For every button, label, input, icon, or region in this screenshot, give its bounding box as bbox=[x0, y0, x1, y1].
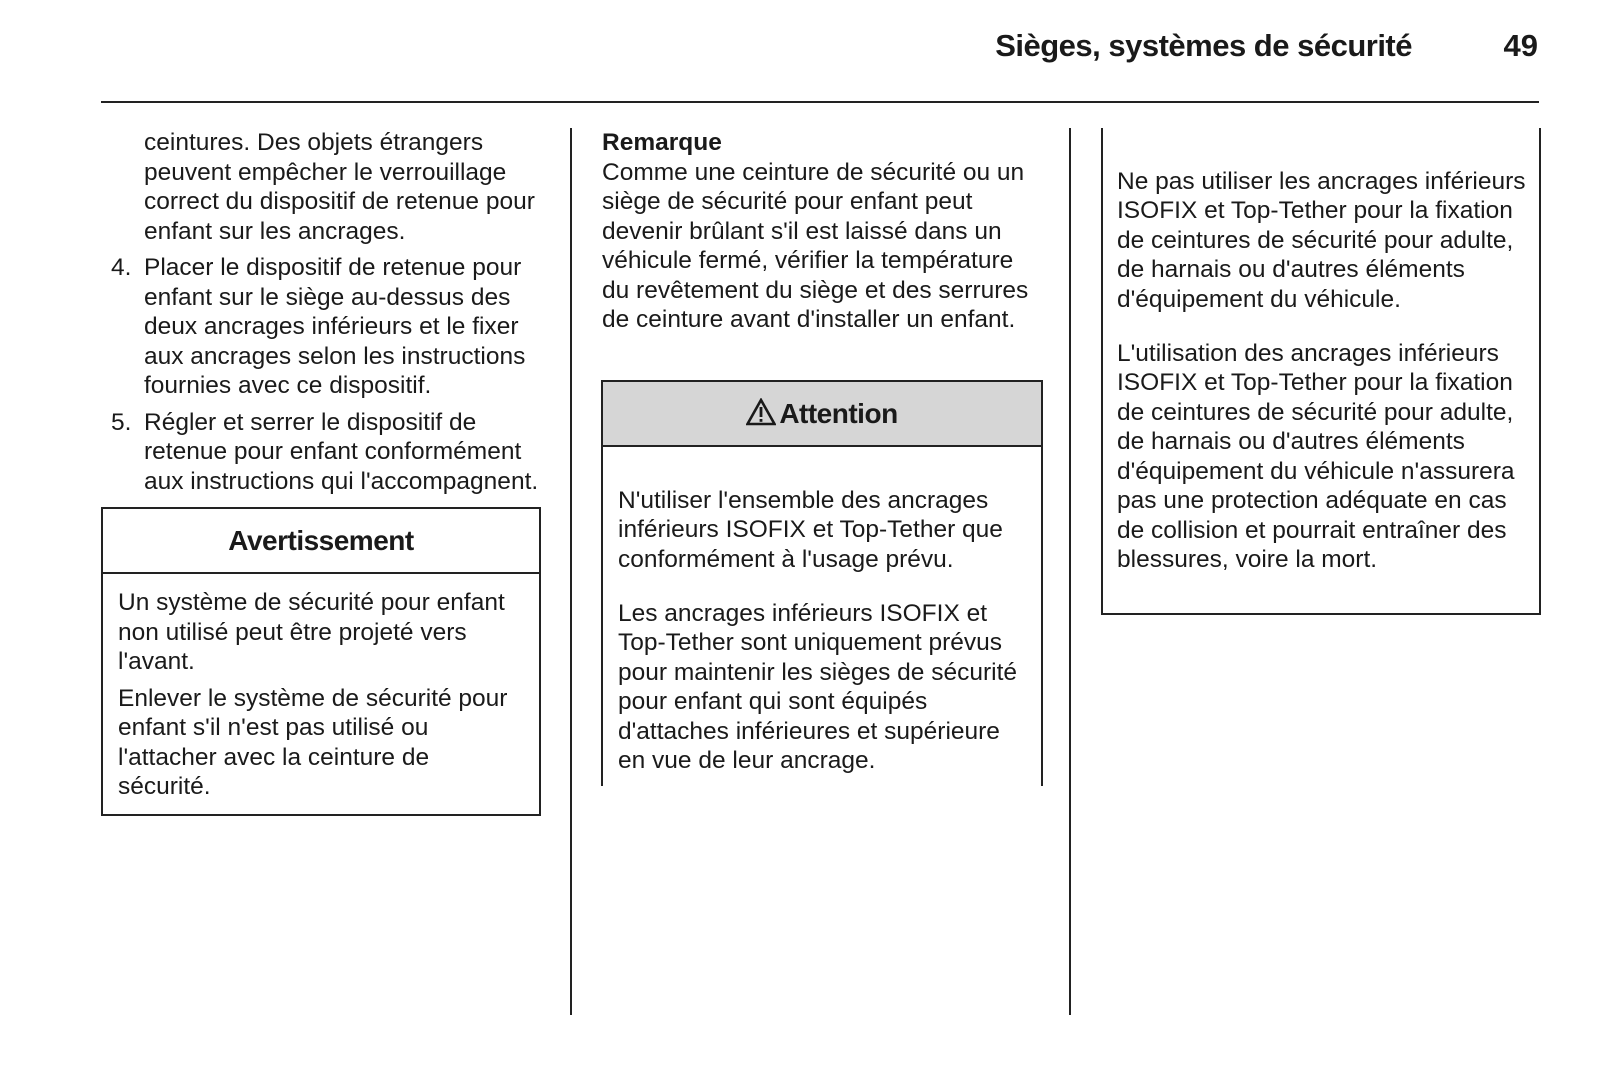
attention-paragraph: N'utiliser l'ensemble des ancrages inférieurs ISOFIX et Top-Tether que conformément à l'usage prévu. bbox=[618, 486, 1003, 573]
warning-box bbox=[101, 507, 541, 816]
step-number: 4. bbox=[111, 254, 132, 281]
header-divider bbox=[101, 101, 1539, 103]
attention-box-title: Attention bbox=[779, 397, 898, 429]
warning-paragraph: Enlever le système de sécurité pour enfant s'il n'est pas utilisé ou l'attacher avec la ceinture de sécurité. bbox=[118, 684, 508, 800]
attention-box-continued-body bbox=[1103, 128, 1539, 575]
column-divider-right bbox=[1069, 128, 1071, 1015]
remark-title: Remarque bbox=[602, 129, 722, 156]
column-2 bbox=[602, 128, 1042, 335]
attention-box-body bbox=[603, 447, 1041, 776]
column-divider-left bbox=[570, 128, 572, 1015]
warning-paragraph: Un système de sécurité pour enfant non utilisé peut être projeté vers l'avant. bbox=[118, 589, 505, 675]
page-header-title: Sièges, systèmes de sécurité bbox=[995, 28, 1412, 63]
attention-box bbox=[601, 380, 1043, 786]
step-number: 5. bbox=[111, 408, 132, 436]
page-number: 49 bbox=[1503, 28, 1538, 63]
step-5 bbox=[101, 408, 541, 497]
step-text: Placer le dispositif de retenue pour enfant sur le siège au-dessus des deux ancrages inférieurs et le fixer aux ancrages selon les instructions fournies avec ce dispositif. bbox=[144, 254, 526, 399]
column-1 bbox=[101, 128, 541, 816]
warning-triangle-icon bbox=[746, 398, 776, 426]
warning-box-title: Avertissement bbox=[103, 509, 539, 574]
step-text: Régler et serrer le dispositif de retenue pour enfant conformément aux instructions qui l'accompagnent. bbox=[144, 408, 539, 495]
attention-box-header bbox=[603, 382, 1041, 447]
attention-paragraph: Les ancrages inférieurs ISOFIX et Top-Tether sont uniquement prévus pour maintenir les sièges de sécurité pour enfant qui sont équipés d'attaches inférieures et supérieure en vue de leur ancrage. bbox=[618, 599, 1018, 774]
step-4 bbox=[101, 253, 541, 401]
continuation-paragraph: ceintures. Des objets étrangers peuvent empêcher le verrouillage correct du dispositif de retenue pour enfant sur les ancrages. bbox=[144, 129, 535, 245]
attention-continued-paragraph: Ne pas utiliser les ancrages inférieurs ISOFIX et Top-Tether pour la fixation de ceintures de sécurité pour adulte, de harnais ou d'autres éléments d'équipement du véhicule. bbox=[1117, 167, 1526, 313]
remark-text: Comme une ceinture de sécurité ou un siège de sécurité pour enfant peut devenir brûlant s'il est laissé dans un véhicule fermé, vérifier la température du revêtement du siège et des serrures de ceinture avant d'installer un enfant. bbox=[602, 158, 1029, 333]
attention-continued-paragraph: L'utilisation des ancrages inférieurs ISOFIX et Top-Tether pour la fixation de ceintures de sécurité pour adulte, de harnais ou d'autres éléments d'équipement du véhicule n'assurera pas une protection adéquate en cas de collision et pourrait entraîner des blessures, voire la mort. bbox=[1117, 339, 1515, 573]
warning-box-body bbox=[103, 574, 539, 814]
attention-box-continued bbox=[1101, 128, 1541, 615]
